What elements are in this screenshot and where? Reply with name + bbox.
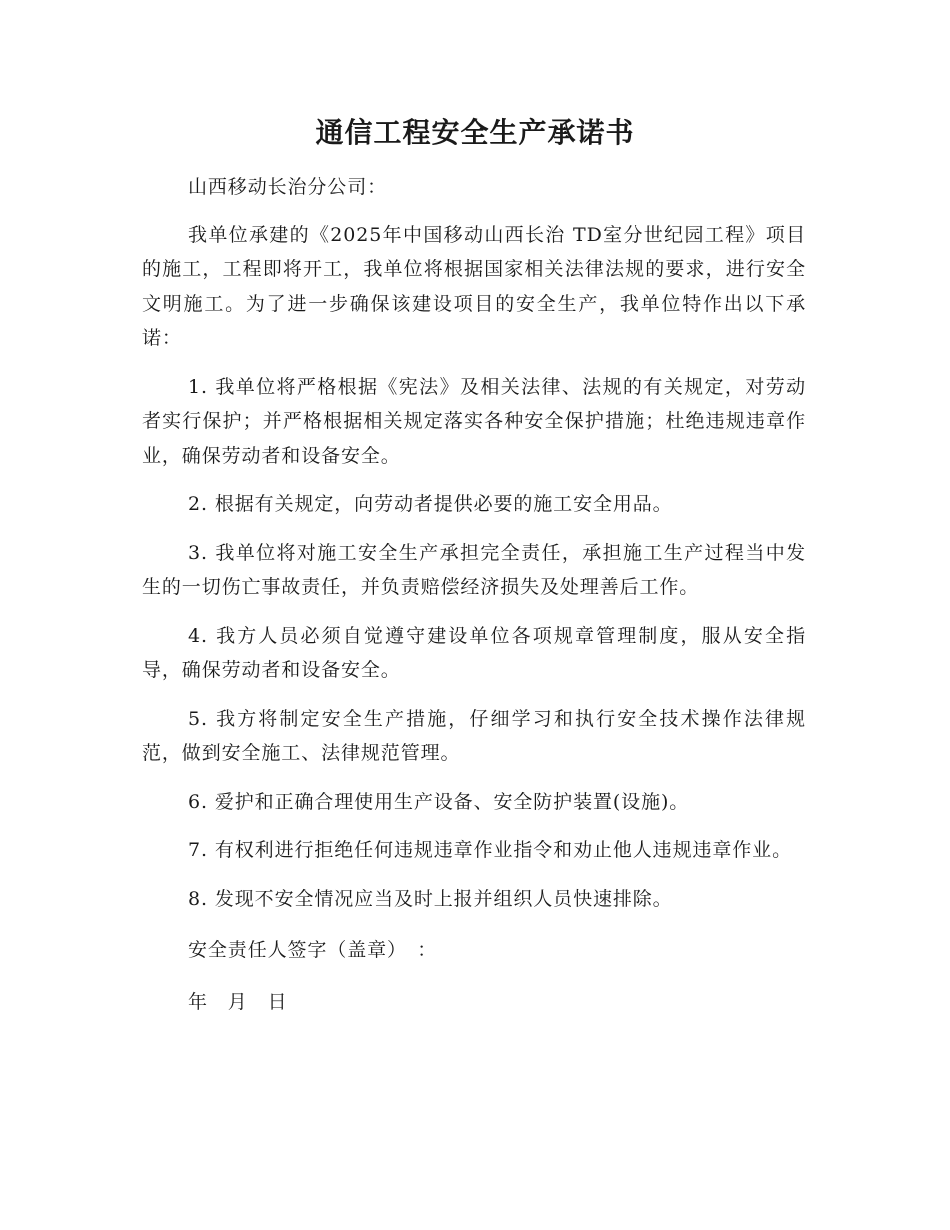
commitment-item-2: 2. 根据有关规定，向劳动者提供必要的施工安全用品。 [188, 493, 673, 515]
commitment-item-5: 5. 我方将制定安全生产措施，仔细学习和执行安全技术操作法律规范，做到安全施工、法律规范管理。 [142, 707, 806, 764]
commitment-item-8: 8. 发现不安全情况应当及时上报并组织人员快速排除。 [188, 887, 673, 910]
commitment-item-1: 1. 我单位将严格根据《宪法》及相关法律、法规的有关规定，对劳动者实行保护；并严格根据相关规定落实各种安全保护措施；杜绝违规违章作业，确保劳动者和设备安全。 [142, 375, 806, 467]
commitment-item-6: 6. 爱护和正确合理使用生产设备、安全防护装置(设施)。 [188, 790, 690, 813]
addressee: 山西移动长治分公司： [188, 176, 388, 198]
date-label: 年 月 日 [188, 990, 288, 1013]
signature-label: 安全责任人签字（盖章） ： [188, 939, 438, 961]
document-title: 通信工程安全生产承诺书 [315, 116, 635, 149]
commitment-item-7: 7. 有权利进行拒绝任何违规违章作业指令和劝止他人违规违章作业。 [188, 839, 792, 861]
intro-paragraph: 我单位承建的《2025年中国移动山西长治 TD室分世纪园工程》项目的施工，工程即将开工，我单位将根据国家相关法律法规的要求，进行安全文明施工。为了进一步确保该建设项目的安全生产，我单位特作出以下承诺： [142, 223, 806, 349]
document-body [142, 170, 806, 1019]
commitment-item-4: 4. 我方人员必须自觉遵守建设单位各项规章管理制度，服从安全指导，确保劳动者和设备安全。 [142, 624, 806, 681]
commitment-item-3: 3. 我单位将对施工安全生产承担完全责任，承担施工生产过程当中发生的一切伤亡事故责任，并负责赔偿经济损失及处理善后工作。 [142, 541, 806, 598]
